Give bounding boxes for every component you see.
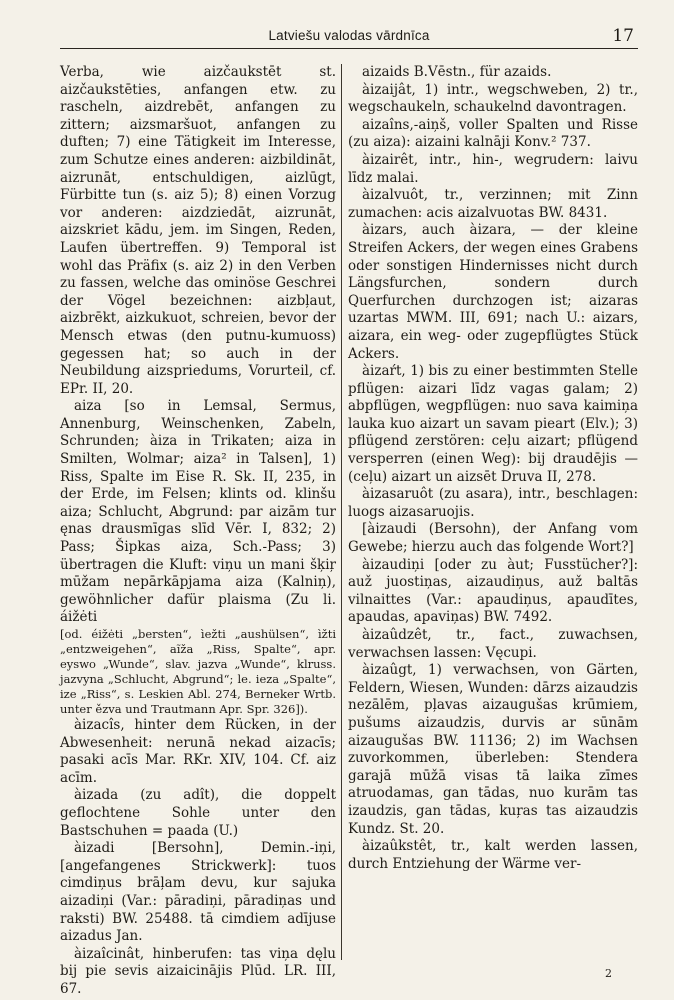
entry-continuation: Verba, wie aizčaukstēt st. aizčaukstēties, anfangen etw. zu rascheln, aizdrebēt, anfangen zu zittern; aizsmaršuot, anfangen zu duften; 7) eine Tätigkeit im Interesse, zum Schutze eines anderen: aizbildināt, aizrunāt, entschuldigen, aizlūgt, Fürbitte tun (s. aiz 5); 8) einen Vorzug vor anderen: aizdziedāt, aizrunāt, aizskriet kādu, jem. im Singen, Reden, Laufen übertreffen. 9) Temporal ist wohl das Präfix (s. aiz 2) in den Verben zu fassen, welche das ominöse Geschrei der Vögel bezeichnen: aizbļaut, aizbrēkt, aizkukuot, schreien, bevor der Mensch etwas (den putnu-kumuoss) gegessen hat; so auch in der Neubildung aizspriedums, Vorurteil, cf. EPr. II, 20. (60, 64, 336, 397)
entry-aiza: aiza [so in Lemsal, Sermus, Annenburg, Weinschenken, Zabeln, Schrunden; àiza in Trikaten; aiza in Smilten, Wolmar; aiza² in Talsen], 1) Riss, Spalte im Eise R. Sk. II, 235, in der Erde, im Felsen; klints od. klinšu aiza; Schlucht, Abgrund: par aizām tur ęnas drausmīgas slīd Vēr. I, 832; 2) Pass; Šipkas aiza, Sch.-Pass; 3) übertragen die Kluft: viņu un mani šķiŗ mūžam nepārkāpjama aiza (Kalniņ), gewöhnlicher dafür plaisma (Zu li. áižėti (60, 398, 336, 626)
page-number: 17 (612, 26, 634, 46)
running-title: Latviešu valodas vārdnīca (268, 28, 430, 43)
entry-aizart: àizaŕt, 1) bis zu einer bestimmten Stelle pflügen: aizari līdz vagas galam; 2) abpflügen, wegpflügen: nuo sava kaimiņa lauka kuo aizart un savam pieart (Elv.); 3) pflügend zerstören: ceļu aizart; pflügend versperren (einen Weg): bij draudējis — (ceļu) aizart un aizsēt Druva II, 278. (348, 363, 638, 485)
entry-aizacis: àizacîs, hinter dem Rücken, in der Abwesenheit: nerunā nekad aizacīs; pasaki acīs Mar. RKr. XIV, 104. Cf. aiz acīm. (60, 717, 336, 786)
entry-aizars: àizars, auch àizara, — der kleine Streifen Ackers, der wegen eines Grabens oder sonstigen Hindernisses nicht durch Längsfurchen, sondern durch Querfurchen durchzogen ist; aizaras uzartas MWM. III, 691; nach U.: aizars, aizara, ein weg- oder zugepflügtes Stück Ackers. (348, 222, 638, 362)
entry-aizasaruot: àizasaruôt (zu asara), intr., beschlagen: luogs aizasaruojis. (348, 486, 638, 520)
entry-aizaicinat: àizaîcinât, hinberufen: tas viņa dęlu bij pie sevis aizaicinājis Plūd. LR. III, 67. (60, 945, 336, 997)
entry-aizaudini: àizaudiņi [oder zu àut; Fusstücher?]: auž juostiņas, aizaudiņus, auž baltās vilnaittes (Var.: apaudiņus, apaudītes, apaudas, apaviņas) BW. 7492. (348, 556, 638, 626)
entry-aizaids: aizaids B.Vēstn., für azaids. (362, 64, 552, 80)
entry-aizaudzet: àizaûdzêt, tr., fact., zuwachsen, verwachsen lassen: Vęcupi. (348, 627, 638, 661)
entry-aizaugt: àizaûgt, 1) verwachsen, von Gärten, Feldern, Wiesen, Wunden: dārzs aizaudzis nezālēm, pļavas aizaugušas krūmiem, pušums aizaudzis, durvis ar sūnām aizaugušas BW. 11136; 2) im Wachsen zuvorkommen, überleben: Stendera garajā mūžā visas tā laika zīmes atruodamas, gan tādas, nuo kurām tas izaudzis, gan tādas, kuŗas tas aizaudzis Kundz. St. 20. (348, 662, 638, 837)
signature-mark: 2 (605, 967, 612, 980)
entry-aizairet: àizairêt, intr., hin-, wegrudern: laivu līdz malai. (348, 151, 638, 186)
entry-aizalvuot: àizalvuôt, tr., verzinnen; mit Zinn zumachen: acis aizalvuotas BW. 8431. (348, 187, 638, 221)
entry-aizains: aizaîns,-aiņš, voller Spalten und Risse (zu aiza): aizaini kalnāji Konv.² 737. (348, 116, 638, 151)
page-header (60, 26, 638, 49)
left-column (60, 64, 336, 997)
entry-aizaijat: àizaijât, 1) intr., wegschweben, 2) tr., wegschaukeln, schaukelnd davontragen. (348, 81, 638, 116)
column-divider (341, 64, 342, 960)
right-column (348, 64, 638, 964)
etymology-note: [od. éižėti „bersten“, ìežti „aushülsen“, ìžti „entzweigehen“, aĩža „Riss, Spalte“, apr. eyswo „Wunde“, slav. jazva „Wunde“, klruss. jazvyna „Schlucht, Abgrund“; le. ieza „Spalte“, ize „Riss“, s. Leskien Abl. 274, Berneker Wrtb. unter ězva und Trautmann Apr. Spr. 326]). (60, 627, 336, 716)
entry-aizada: àizada (zu adît), die doppelt geflochtene Sohle unter den Bastschuhen = paada (U.) (60, 787, 336, 839)
entry-aizaudi: [àizaudi (Bersohn), der Anfang vom Gewebe; hierzu auch das folgende Wort?] (348, 521, 638, 556)
entry-aizadi: àizadi [Bersohn], Demin.-iņi, [angefangenes Strickwerk]: tuos cimdiņus brāļam devu, kur sajuka aizadiņi (Var.: pāradiņi, pāradiņas und raksti) BW. 25488. tā cimdiem adījuse aizadus Jan. (60, 840, 336, 945)
entry-aizaukstet: àizaûkstêt, tr., kalt werden lassen, durch Entziehung der Wärme ver- (348, 838, 638, 872)
